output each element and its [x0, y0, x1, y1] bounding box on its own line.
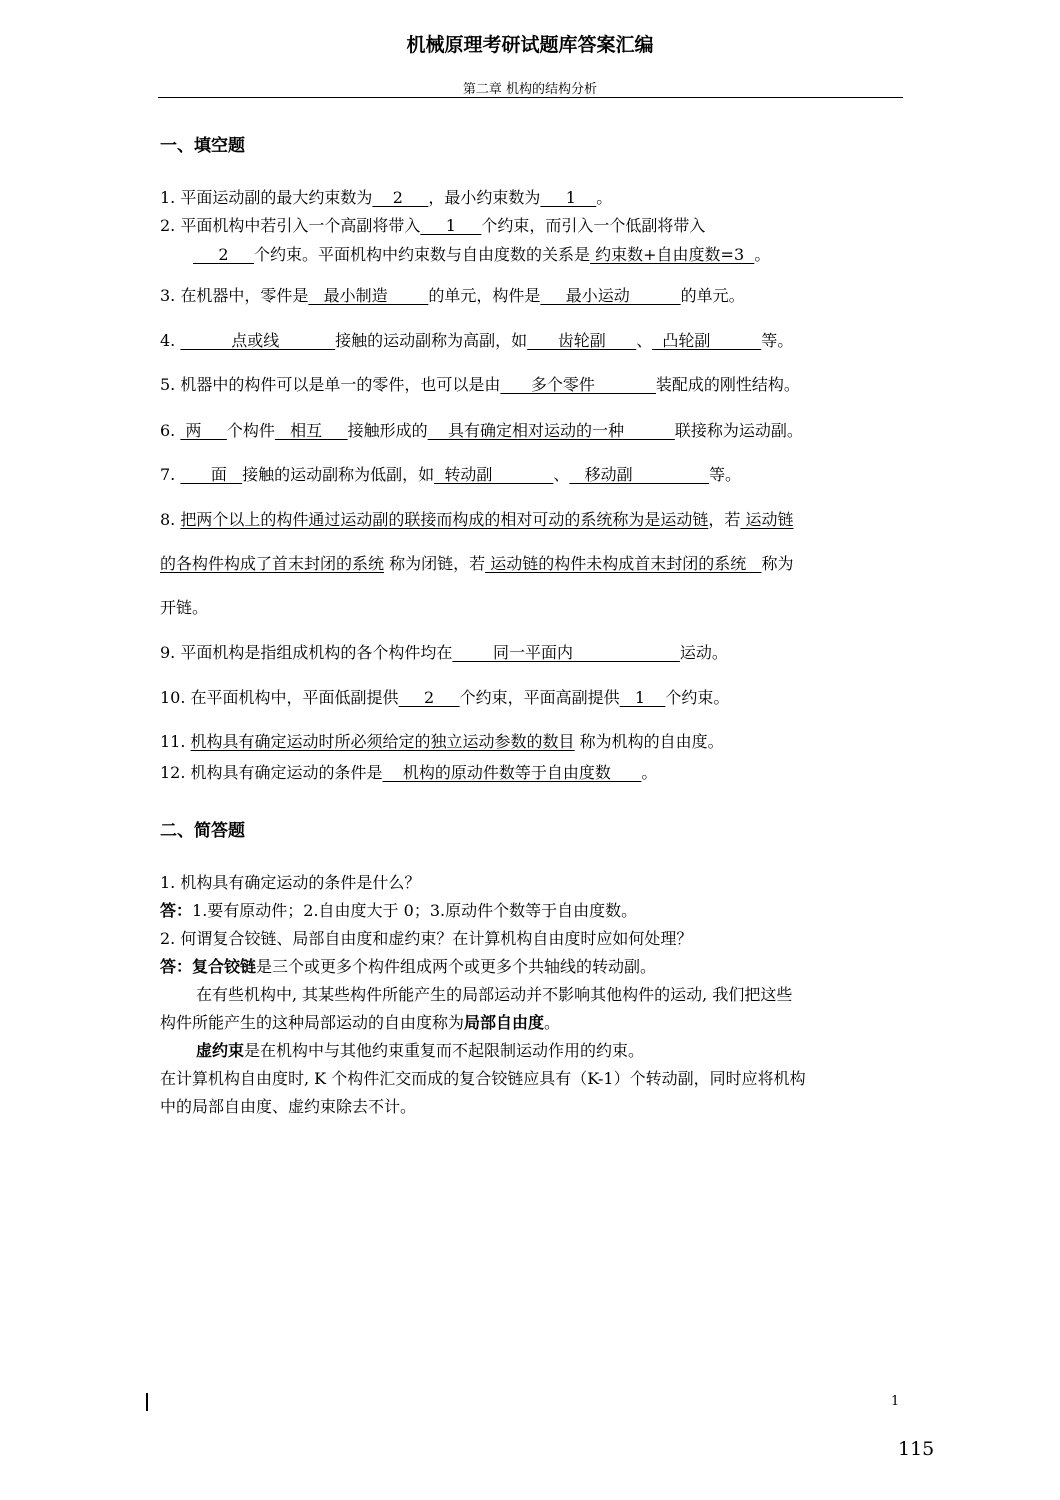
fill-question-4: 4. 点或线 接触的运动副称为高副，如 齿轮副 、 凸轮副 等。: [160, 331, 794, 350]
answer-blank: 多个零件: [500, 375, 656, 394]
section-short-heading: 二、简答题: [160, 821, 245, 841]
term-compound-hinge: 复合铰链: [192, 957, 257, 976]
section-fill-heading: 一、填空题: [160, 136, 245, 156]
fill-question-9: 9. 平面机构是指组成机构的各个构件均在 同一平面内 运动。: [160, 643, 728, 662]
answer-blank: 运动链: [740, 510, 794, 529]
answer-blank: 2: [193, 245, 255, 264]
answer-blank: 移动副: [569, 465, 709, 484]
short-answer-2-para2: 在有些机构中, 其某些构件所能产生的局部运动并不影响其他构件的运动, 我们把这些: [196, 985, 793, 1004]
answer-blank: 相互: [274, 421, 348, 440]
chapter-subtitle: 第二章 机构的结构分析: [462, 82, 598, 97]
answer-blank: 约束数+自由度数=3: [590, 245, 755, 264]
document-title: 机械原理考研试题库答案汇编: [406, 34, 654, 56]
short-answer-1: 答：1.要有原动件；2.自由度大于 0；3.原动件个数等于自由度数。: [160, 901, 638, 920]
answer-blank: 把两个以上的构件通过运动副的联接而构成的相对可动的系统称为是运动链: [180, 510, 709, 529]
answer-blank: 同一平面内: [452, 643, 680, 662]
fill-question-8-end: 开链。: [160, 598, 209, 617]
answer-blank: 凸轮副: [652, 331, 762, 350]
fill-question-5: 5. 机器中的构件可以是单一的零件，也可以是由 多个零件 装配成的刚性结构。: [160, 375, 800, 394]
fill-question-3: 3. 在机器中，零件是 最小制造 的单元，构件是 最小运动 的单元。: [160, 286, 745, 305]
short-question-2: 2. 何谓复合铰链、局部自由度和虚约束？在计算机构自由度时应如何处理？: [160, 929, 693, 948]
term-redundant-constraint: 虚约束: [196, 1041, 245, 1060]
answer-blank: 最小运动: [540, 286, 681, 305]
fill-question-2: 2. 平面机构中若引入一个高副将带入 1 个约束，而引入一个低副将带入: [160, 216, 706, 235]
fill-question-1: 1. 平面运动副的最大约束数为 2 ，最小约束数为 1 。: [160, 188, 613, 207]
short-answer-2-para4: 在计算机构自由度时, K 个构件汇交而成的复合铰链应具有（K-1）个转动副，同时应将机构: [160, 1069, 806, 1088]
answer-blank: 机构具有确定运动时所必须给定的独立运动参数的数目: [190, 732, 575, 751]
fill-question-6: 6. 两 个构件 相互 接触形成的 具有确定相对运动的一种 联接称为运动副。: [160, 421, 803, 440]
answer-blank: 运动链的构件未构成首末封闭的系统: [485, 554, 762, 573]
page-number-small: 1: [891, 1394, 900, 1409]
answer-blank: 点或线: [180, 331, 336, 350]
footer-mark: [146, 1393, 148, 1411]
answer-blank: 1: [619, 688, 666, 707]
fill-question-8-cont: 的各构件构成了首末封闭的系统 称为闭链，若 运动链的构件未构成首末封闭的系统 称为: [160, 554, 794, 573]
answer-blank: 1: [540, 188, 597, 207]
term-local-dof: 局部自由度: [464, 1013, 545, 1032]
page-number: 115: [898, 1438, 935, 1460]
answer-blank: 1: [420, 216, 482, 235]
answer-blank: 机构的原动件数等于自由度数: [382, 763, 642, 782]
short-answer-2-para2-cont: 构件所能产生的这种局部运动的自由度称为局部自由度。: [160, 1013, 561, 1032]
header-rule: [158, 97, 903, 98]
fill-question-10: 10. 在平面机构中，平面低副提供 2 个约束，平面高副提供 1 个约束。: [160, 688, 730, 707]
fill-question-11: 11. 机构具有确定运动时所必须给定的独立运动参数的数目 称为机构的自由度。: [160, 732, 724, 751]
answer-blank: 转动副: [434, 465, 554, 484]
answer-blank: 面: [180, 465, 243, 484]
fill-question-12: 12. 机构具有确定运动的条件是 机构的原动件数等于自由度数 。: [160, 763, 658, 782]
answer-blank: 2: [398, 688, 460, 707]
answer-blank: 2: [372, 188, 429, 207]
short-answer-2-para4-cont: 中的局部自由度、虚约束除去不计。: [160, 1097, 417, 1116]
answer-blank: 最小制造: [308, 286, 429, 305]
short-answer-2-para3: 虚约束是在机构中与其他约束重复而不起限制运动作用的约束。: [196, 1041, 645, 1060]
answer-blank: 齿轮副: [527, 331, 637, 350]
fill-question-8: 8. 把两个以上的构件通过运动副的联接而构成的相对可动的系统称为是运动链，若 运动链: [160, 510, 794, 529]
answer-blank: 的各构件构成了首末封闭的系统: [160, 554, 385, 573]
answer-blank: 具有确定相对运动的一种: [427, 421, 675, 440]
short-question-1: 1. 机构具有确定运动的条件是什么？: [160, 873, 421, 892]
short-answer-2: 答：复合铰链是三个或更多个构件组成两个或更多个共轴线的转动副。: [160, 957, 657, 976]
fill-question-2-cont: 2 个约束。平面机构中约束数与自由度数的关系是 约束数+自由度数=3 。: [193, 245, 771, 264]
fill-question-7: 7. 面 接触的运动副称为低副，如 转动副 、 移动副 等。: [160, 465, 741, 484]
answer-blank: 两: [180, 421, 227, 440]
